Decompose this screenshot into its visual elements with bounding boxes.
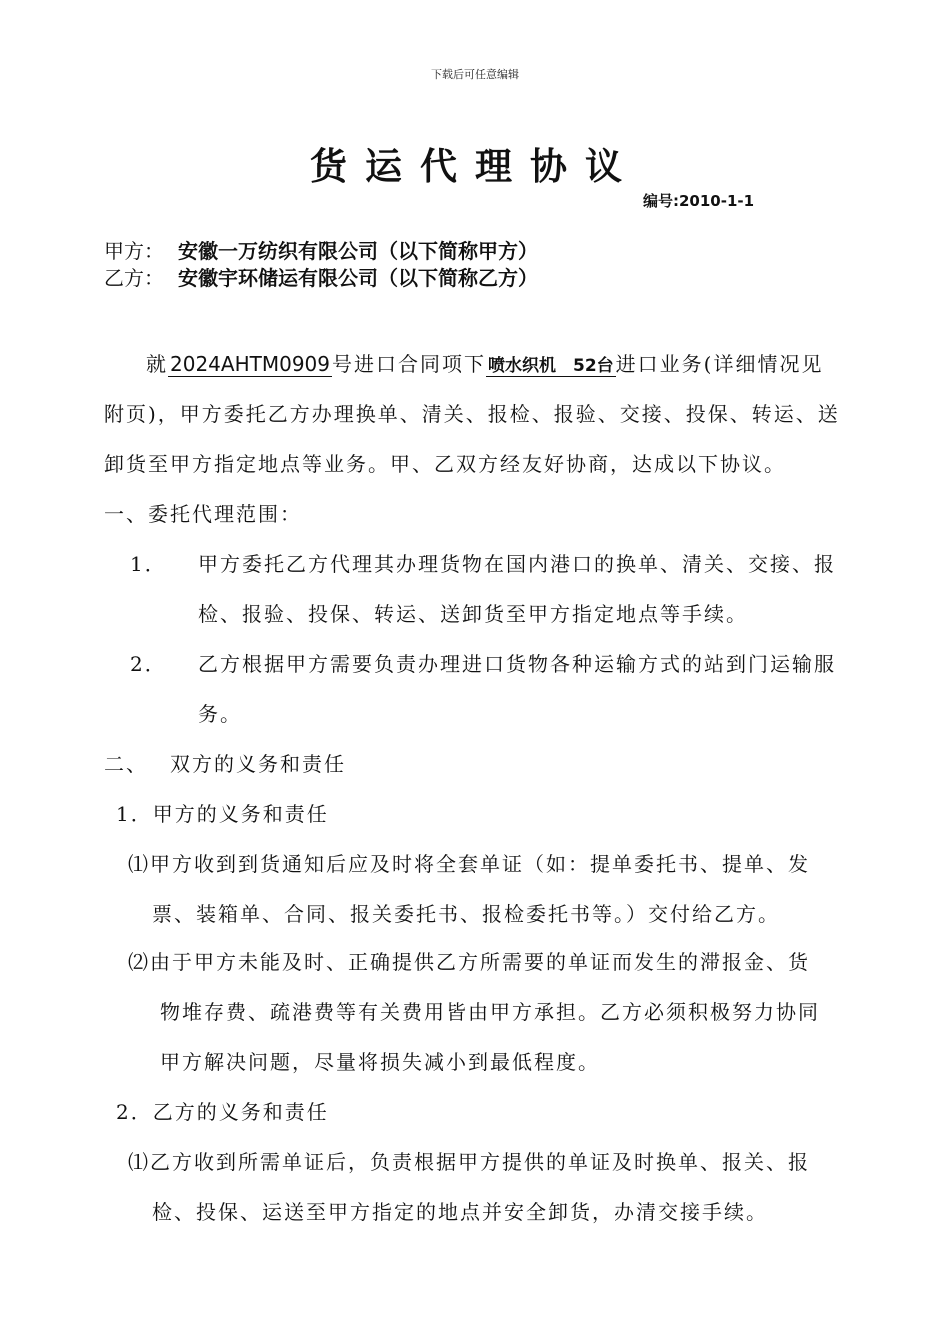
intro-suffix: 进口业务(详细情况见 — [615, 352, 824, 376]
document-number: 编号:2010-1-1 — [643, 192, 755, 210]
party-a-label: 甲方： — [104, 239, 164, 263]
party-b-label: 乙方： — [104, 266, 164, 290]
section-2-1-item-1-line-1: ⑴甲方收到到货通知后应及时将全套单证（如：提单委托书、提单、发 — [128, 852, 810, 876]
goods-description: 喷水织机 52台 — [488, 356, 614, 376]
section-2-1-item-1-line-2: 票、装箱单、合同、报关委托书、报检委托书等。）交付给乙方。 — [152, 902, 780, 926]
section-1-item-2-number: 2． — [130, 652, 167, 676]
section-2-1-item-2-line-1: ⑵由于甲方未能及时、正确提供乙方所需要的单证而发生的滞报金、货 — [128, 950, 810, 974]
section-1-item-1-line-2: 检、报验、投保、转运、送卸货至甲方指定地点等手续。 — [198, 602, 748, 626]
section-2-heading-number: 二、 — [104, 752, 148, 776]
section-1-heading: 一、委托代理范围： — [104, 502, 302, 526]
document-title: 货运代理协议 — [310, 145, 640, 188]
party-a — [104, 235, 538, 264]
section-2-subheading-2: 2．乙方的义务和责任 — [116, 1100, 329, 1124]
section-2-2-item-1-line-1: ⑴乙方收到所需单证后，负责根据甲方提供的单证及时换单、报关、报 — [128, 1150, 810, 1174]
intro-mid: 号进口合同项下 — [332, 352, 486, 376]
intro-prefix: 就 — [146, 352, 168, 376]
section-2-2-item-1-line-2: 检、投保、运送至甲方指定的地点并安全卸货，办清交接手续。 — [152, 1200, 768, 1224]
section-2-heading-text: 双方的义务和责任 — [170, 752, 346, 776]
section-1-item-1-line-1: 甲方委托乙方代理其办理货物在国内港口的换单、清关、交接、报 — [198, 552, 836, 576]
section-1-item-2-line-2: 务。 — [198, 702, 242, 726]
section-1-item-1-number: 1． — [130, 552, 167, 576]
header-note: 下载后可任意编辑 — [431, 68, 519, 81]
section-2-1-item-2-line-2: 物堆存费、疏港费等有关费用皆由甲方承担。乙方必须积极努力协同 — [160, 1000, 820, 1024]
intro-line-3: 卸货至甲方指定地点等业务。甲、乙双方经友好协商，达成以下协议。 — [104, 452, 786, 476]
intro-line-2: 附页)，甲方委托乙方办理换单、清关、报检、报验、交接、投保、转运、送 — [104, 402, 840, 426]
section-2-subheading-1: 1．甲方的义务和责任 — [116, 802, 329, 826]
intro-line-1 — [146, 348, 823, 377]
contract-number: 2024AHTM0909 — [170, 352, 330, 376]
section-2-1-item-2-line-3: 甲方解决问题，尽量将损失减小到最低程度。 — [160, 1050, 600, 1074]
section-1-item-2-line-1: 乙方根据甲方需要负责办理进口货物各种运输方式的站到门运输服 — [198, 652, 836, 676]
party-b-name: 安徽宇环储运有限公司（以下简称乙方） — [178, 266, 538, 290]
party-b — [104, 262, 538, 291]
party-a-name: 安徽一万纺织有限公司（以下简称甲方） — [178, 239, 538, 263]
